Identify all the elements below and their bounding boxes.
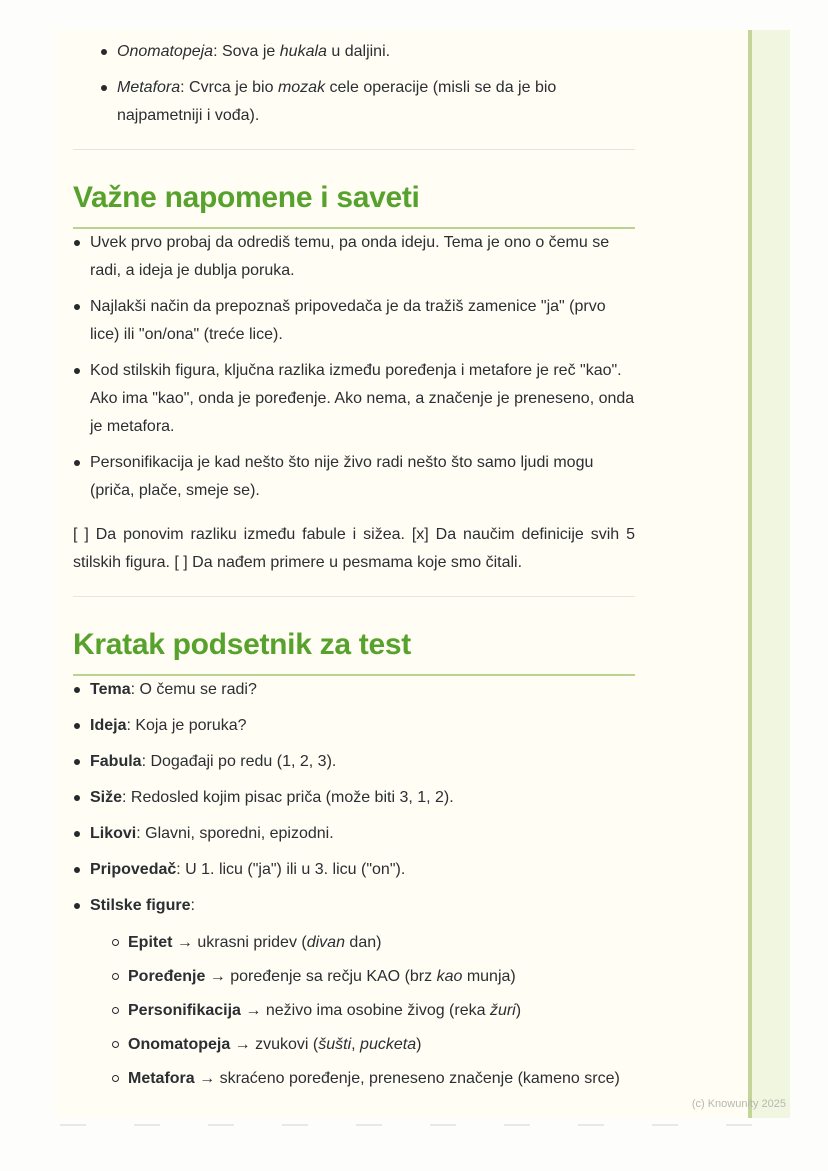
list-item-text: Stilske figure: [90,897,195,914]
circle-bullet-icon [112,1075,119,1082]
sub-list-item [112,929,635,957]
sub-list-item-text: Metafora → skraćeno poređenje, preneseno značenje (kameno srce) [128,1070,620,1087]
page-bottom-edge [60,1124,760,1126]
list-item-text: Likovi: Glavni, sporedni, epizodni. [90,825,334,842]
circle-bullet-icon [112,939,119,946]
notes-list [73,229,635,505]
bullet-icon [101,85,107,91]
list-item-text: Siže: Redosled kojim pisac priča (može biti 3, 1, 2). [90,789,454,806]
bullet-icon [74,831,80,837]
list-item [100,38,635,66]
bullet-icon [74,867,80,873]
list-item [73,820,635,848]
section-divider [73,596,635,597]
copyright-credit: (c) Knowunity 2025 [691,1098,786,1110]
document-page [55,30,790,1118]
page-edge-strip [748,30,790,1118]
bullet-icon [74,240,80,246]
list-item [100,74,635,130]
circle-bullet-icon [112,1007,119,1014]
list-item-text: Personifikacija je kad nešto što nije živo radi nešto što samo ljudi mogu (priča, plače, smeje se). [90,454,594,499]
reminder-list [73,676,635,1093]
list-item-stilske-figure [73,892,635,1093]
sub-list-item-text: Personifikacija → neživo ima osobine živog (reka žuri) [128,1002,522,1019]
list-item-text: Najlakši način da prepoznaš pripovedača je da tražiš zamenice "ja" (prvo lice) ili "on/ona" (treće lice). [90,298,606,343]
sub-list-item-text: Poređenje → poređenje sa rečju KAO (brz kao munja) [128,968,516,985]
sub-list-item-text: Epitet → ukrasni pridev (divan dan) [128,934,382,951]
sub-list-item [112,1031,635,1059]
bullet-icon [74,723,80,729]
document-content [55,30,635,1093]
list-item [73,357,635,441]
list-item-text: Tema: O čemu se radi? [90,681,257,698]
section-title-notes: Važne napomene i saveti [73,181,635,229]
bullet-icon [74,304,80,310]
list-item [73,784,635,812]
sub-list-item [112,997,635,1025]
bullet-icon [74,368,80,374]
bullet-icon [101,49,107,55]
sub-list-item [112,963,635,991]
bullet-icon [74,903,80,909]
bullet-icon [74,460,80,466]
sub-list-item [112,1065,635,1093]
list-item-text: Metafora: Cvrca je bio mozak cele operacije (misli se da je bio najpametniji i vođa). [117,79,557,124]
stilske-figure-sublist [112,929,635,1093]
list-item [73,676,635,704]
list-item-text: Fabula: Događaji po redu (1, 2, 3). [90,753,337,770]
bullet-icon [74,795,80,801]
section-divider [73,149,635,150]
todo-checklist-paragraph: [ ] Da ponovim razliku između fabule i sižea. [x] Da naučim definicije svih 5 stilskih figura. [ ] Da nađem primere u pesmama koje smo čitali. [73,526,635,571]
list-item [73,748,635,776]
list-item-text: Pripovedač: U 1. licu ("ja") ili u 3. licu ("on"). [90,861,406,878]
section-title-reminder: Kratak podsetnik za test [73,628,635,676]
list-item-text: Onomatopeja: Sova je hukala u daljini. [117,43,391,60]
circle-bullet-icon [112,1041,119,1048]
list-item [73,293,635,349]
circle-bullet-icon [112,973,119,980]
list-item [73,712,635,740]
bullet-icon [74,687,80,693]
list-item [73,229,635,285]
list-item [73,449,635,505]
intro-example-list [100,38,635,130]
list-item-text: Kod stilskih figura, ključna razlika između poređenja i metafore je reč "kao". Ako ima "kao", onda je poređenje. Ako nema, a značenje je preneseno, onda je metafora. [90,362,635,435]
list-item [73,856,635,884]
list-item-text: Uvek prvo probaj da odrediš temu, pa onda ideju. Tema je ono o čemu se radi, a ideja je dublja poruka. [90,234,610,279]
list-item-text: Ideja: Koja je poruka? [90,717,247,734]
bullet-icon [74,759,80,765]
sub-list-item-text: Onomatopeja → zvukovi (šušti, pucketa) [128,1036,422,1053]
